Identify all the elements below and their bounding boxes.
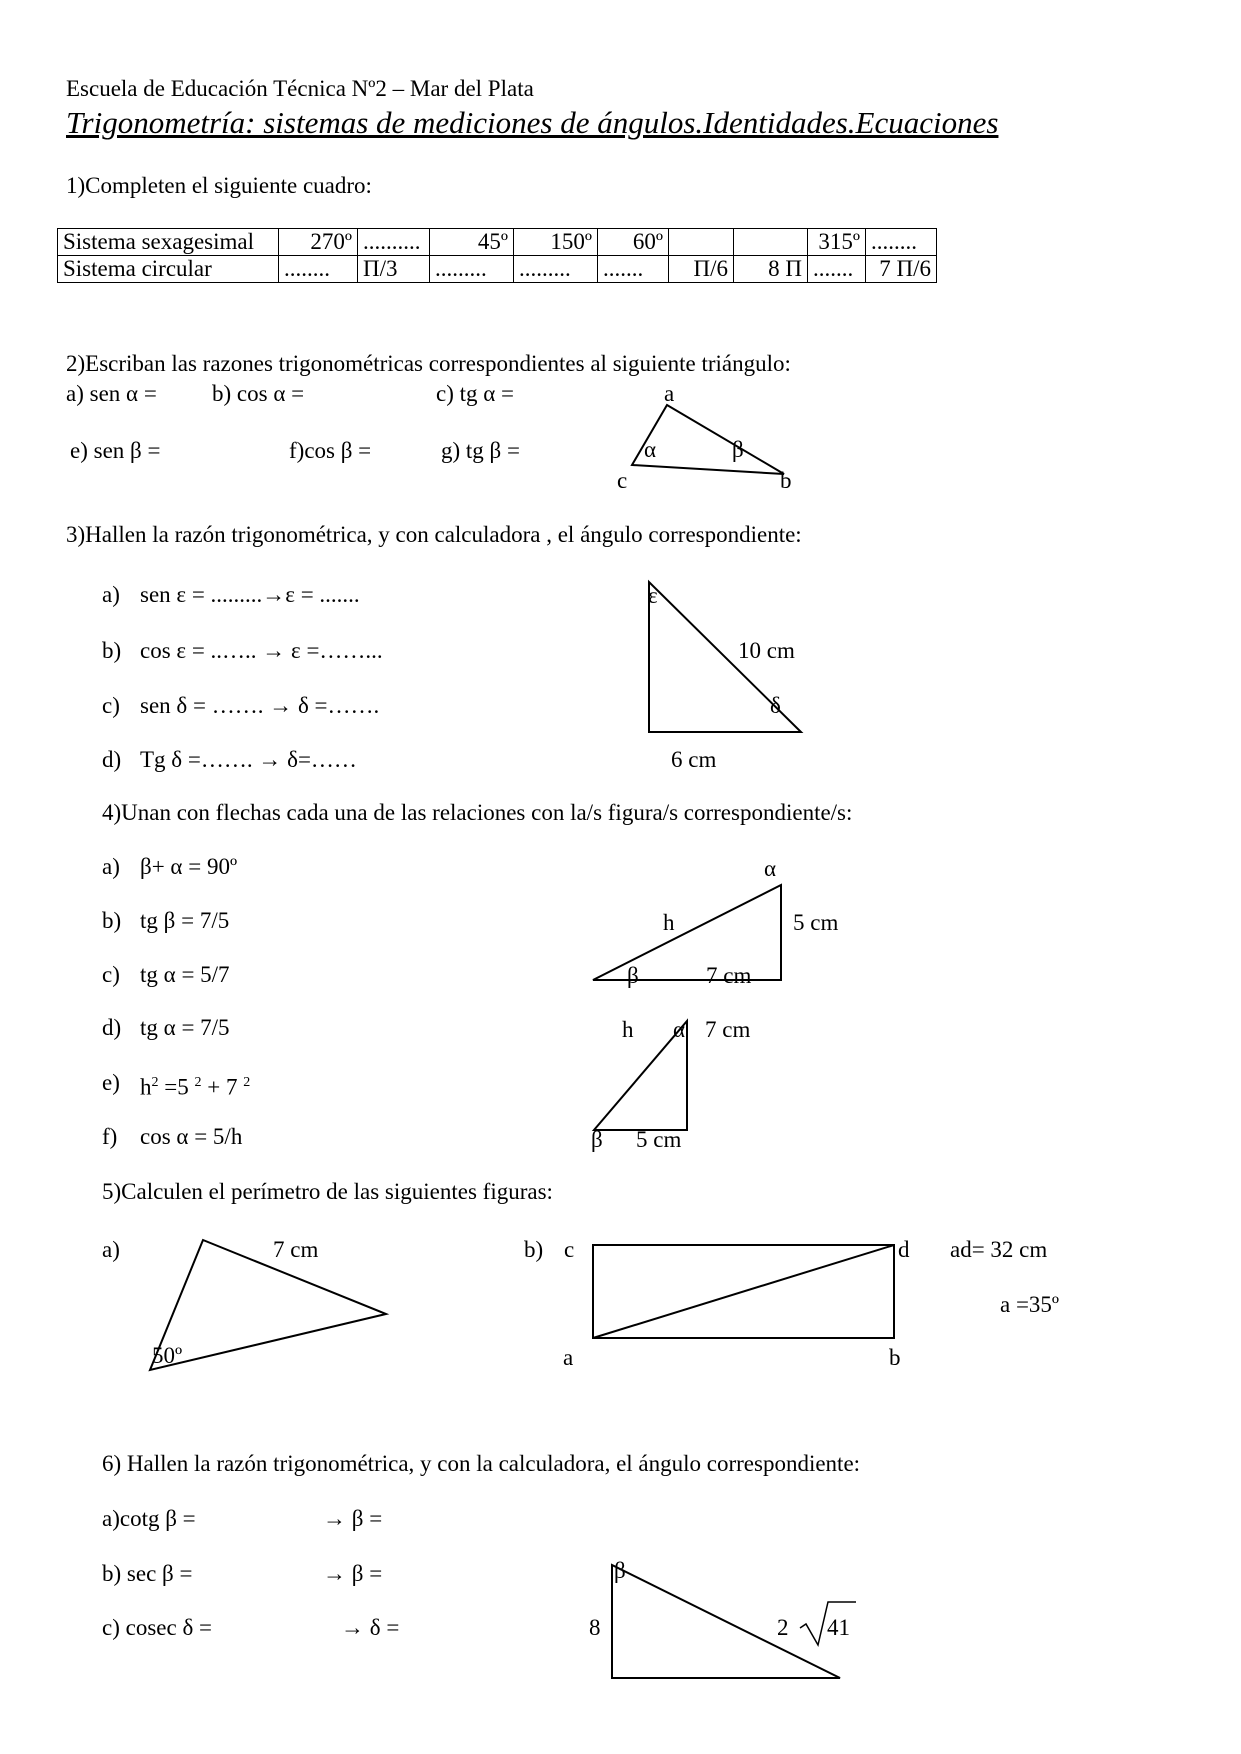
table-cell: ........ xyxy=(279,256,358,283)
fig4b-h: h xyxy=(622,1017,634,1042)
ex6-prompt: 6) Hallen la razón trigonométrica, y con la calculadora, el ángulo correspondiente: xyxy=(102,1451,861,1476)
ex2-prompt: 2)Escriban las razones trigonométricas correspondientes al siguiente triángulo: xyxy=(66,351,791,376)
fig2-alpha: α xyxy=(644,437,657,462)
ex4-label-d: d) xyxy=(102,1015,122,1040)
ex4-item-a: β+ α = 90º xyxy=(140,854,238,879)
fig2-beta: β xyxy=(732,437,744,462)
ex6-triangle xyxy=(612,1565,840,1678)
ex3-label-b: b) xyxy=(102,638,122,663)
row-label-sexagesimal: Sistema sexagesimal xyxy=(58,229,279,256)
table-cell: 270º xyxy=(279,229,358,256)
fig4a-base: 7 cm xyxy=(706,963,752,988)
ex4-triangle-2 xyxy=(594,1021,687,1130)
fig4b-base: 5 cm xyxy=(636,1127,682,1152)
ex1-prompt: 1)Completen el siguiente cuadro: xyxy=(66,173,372,198)
fig3-epsilon: ε xyxy=(648,583,658,608)
ex3-label-a: a) xyxy=(102,582,120,607)
table-cell: ........ xyxy=(866,229,937,256)
ex3-label-d: d) xyxy=(102,747,122,772)
fig5b-ad: ad= 32 cm xyxy=(950,1237,1048,1262)
ex3-item-b: cos ε = ..….. → ε =……... xyxy=(140,638,383,663)
ex6-result-b: → β = xyxy=(323,1561,383,1586)
fig6-beta: β xyxy=(614,1558,626,1583)
ex6-item-b: b) sec β = xyxy=(102,1561,193,1586)
fig5b-vertex-a: a xyxy=(563,1345,574,1370)
fig5b-vertex-b: b xyxy=(889,1345,901,1370)
ex6-item-c: c) cosec δ = xyxy=(102,1615,213,1640)
ex4-item-f: cos α = 5/h xyxy=(140,1124,243,1149)
ex4-label-c: c) xyxy=(102,962,120,987)
ex5-diagonal xyxy=(593,1245,894,1338)
fig5b-vertex-d: d xyxy=(898,1237,910,1262)
table-cell: ....... xyxy=(598,256,669,283)
table-cell: 45º xyxy=(430,229,514,256)
ex4-item-b: tg β = 7/5 xyxy=(140,908,230,933)
ex3-label-c: c) xyxy=(102,693,120,718)
table-cell: ......... xyxy=(430,256,514,283)
table-cell: 150º xyxy=(514,229,598,256)
ex4-prompt: 4)Unan con flechas cada una de las relaciones con la/s figura/s correspondiente/s: xyxy=(102,800,853,825)
ex2-item-c: c) tg α = xyxy=(436,381,515,406)
fig4a-beta: β xyxy=(627,963,639,988)
ex2-item-f: f)cos β = xyxy=(289,438,372,463)
fig4a-h: h xyxy=(663,910,675,935)
ex3-triangle xyxy=(649,582,801,732)
ex3-item-d: Tg δ =……. → δ=…… xyxy=(140,747,357,772)
ex4-label-f: f) xyxy=(102,1124,118,1149)
table-cell: 8 Π xyxy=(734,256,808,283)
row-label-circular: Sistema circular xyxy=(58,256,279,283)
fig3-delta: δ xyxy=(770,693,781,718)
table-cell: Π/3 xyxy=(358,256,430,283)
ex4-triangle-1 xyxy=(593,885,781,980)
ex6-result-c: → δ = xyxy=(341,1615,400,1640)
table-cell: 315º xyxy=(808,229,866,256)
fig4a-alpha: α xyxy=(764,856,777,881)
table-cell: .......... xyxy=(358,229,430,256)
ex2-triangle xyxy=(632,405,784,474)
fig4b-side: 7 cm xyxy=(705,1017,751,1042)
fig5b-vertex-c: c xyxy=(564,1237,575,1262)
table-cell: 7 Π/6 xyxy=(866,256,937,283)
fig6-coef: 2 xyxy=(777,1615,789,1640)
table-cell: 60º xyxy=(598,229,669,256)
ex5-triangle xyxy=(150,1240,386,1370)
school-name: Escuela de Educación Técnica Nº2 – Mar del Plata xyxy=(66,76,534,101)
fig2-vertex-b: b xyxy=(780,468,792,493)
ex2-item-b: b) cos α = xyxy=(212,381,305,406)
page-title: Trigonometría: sistemas de mediciones de ángulos.Identidades.Ecuaciones xyxy=(66,105,999,140)
fig6-radicand: 41 xyxy=(827,1615,850,1640)
ex4-item-e: $h^2 =5$ $^2$ + 7 $^2$ xyxy=(140,1074,251,1100)
ex4-label-b: b) xyxy=(102,908,122,933)
fig3-hyp: 10 cm xyxy=(738,638,795,663)
fig3-base: 6 cm xyxy=(671,747,717,772)
ex4-label-e: e) xyxy=(102,1070,120,1095)
table-cell: ......... xyxy=(514,256,598,283)
ex3-item-a: sen ε = .........→ε = ....... xyxy=(140,582,360,607)
ex6-item-a: a)cotg β = xyxy=(102,1506,196,1531)
ex2-item-a: a) sen α = xyxy=(66,381,157,406)
ex5-label-b: b) xyxy=(524,1237,544,1262)
ex4-item-c: tg α = 5/7 xyxy=(140,962,230,987)
fig5a-side: 7 cm xyxy=(273,1237,319,1262)
ex4-label-a: a) xyxy=(102,854,120,879)
sqrt-symbol xyxy=(800,1602,856,1645)
ex6-result-a: → β = xyxy=(323,1506,383,1531)
ex5-prompt: 5)Calculen el perímetro de las siguientes figuras: xyxy=(102,1179,553,1204)
ex5-label-a: a) xyxy=(102,1237,120,1262)
fig4a-side: 5 cm xyxy=(793,910,839,935)
ex3-item-c: sen δ = ……. → δ =……. xyxy=(140,693,380,718)
ex4-item-d: tg α = 7/5 xyxy=(140,1015,230,1040)
table-cell: ....... xyxy=(808,256,866,283)
fig4b-alpha: α xyxy=(673,1017,686,1042)
ex3-prompt: 3)Hallen la razón trigonométrica, y con calculadora , el ángulo correspondiente: xyxy=(66,522,802,547)
fig4b-beta: β xyxy=(591,1127,603,1152)
ex2-item-e: e) sen β = xyxy=(70,438,161,463)
fig5a-angle: 50º xyxy=(152,1343,183,1368)
ex2-item-g: g) tg β = xyxy=(441,438,520,463)
fig6-side: 8 xyxy=(589,1615,601,1640)
fig2-vertex-c: c xyxy=(617,468,628,493)
fig2-vertex-a: a xyxy=(664,381,675,406)
fig5b-angle: a =35º xyxy=(1000,1292,1060,1317)
table-cell: Π/6 xyxy=(669,256,734,283)
